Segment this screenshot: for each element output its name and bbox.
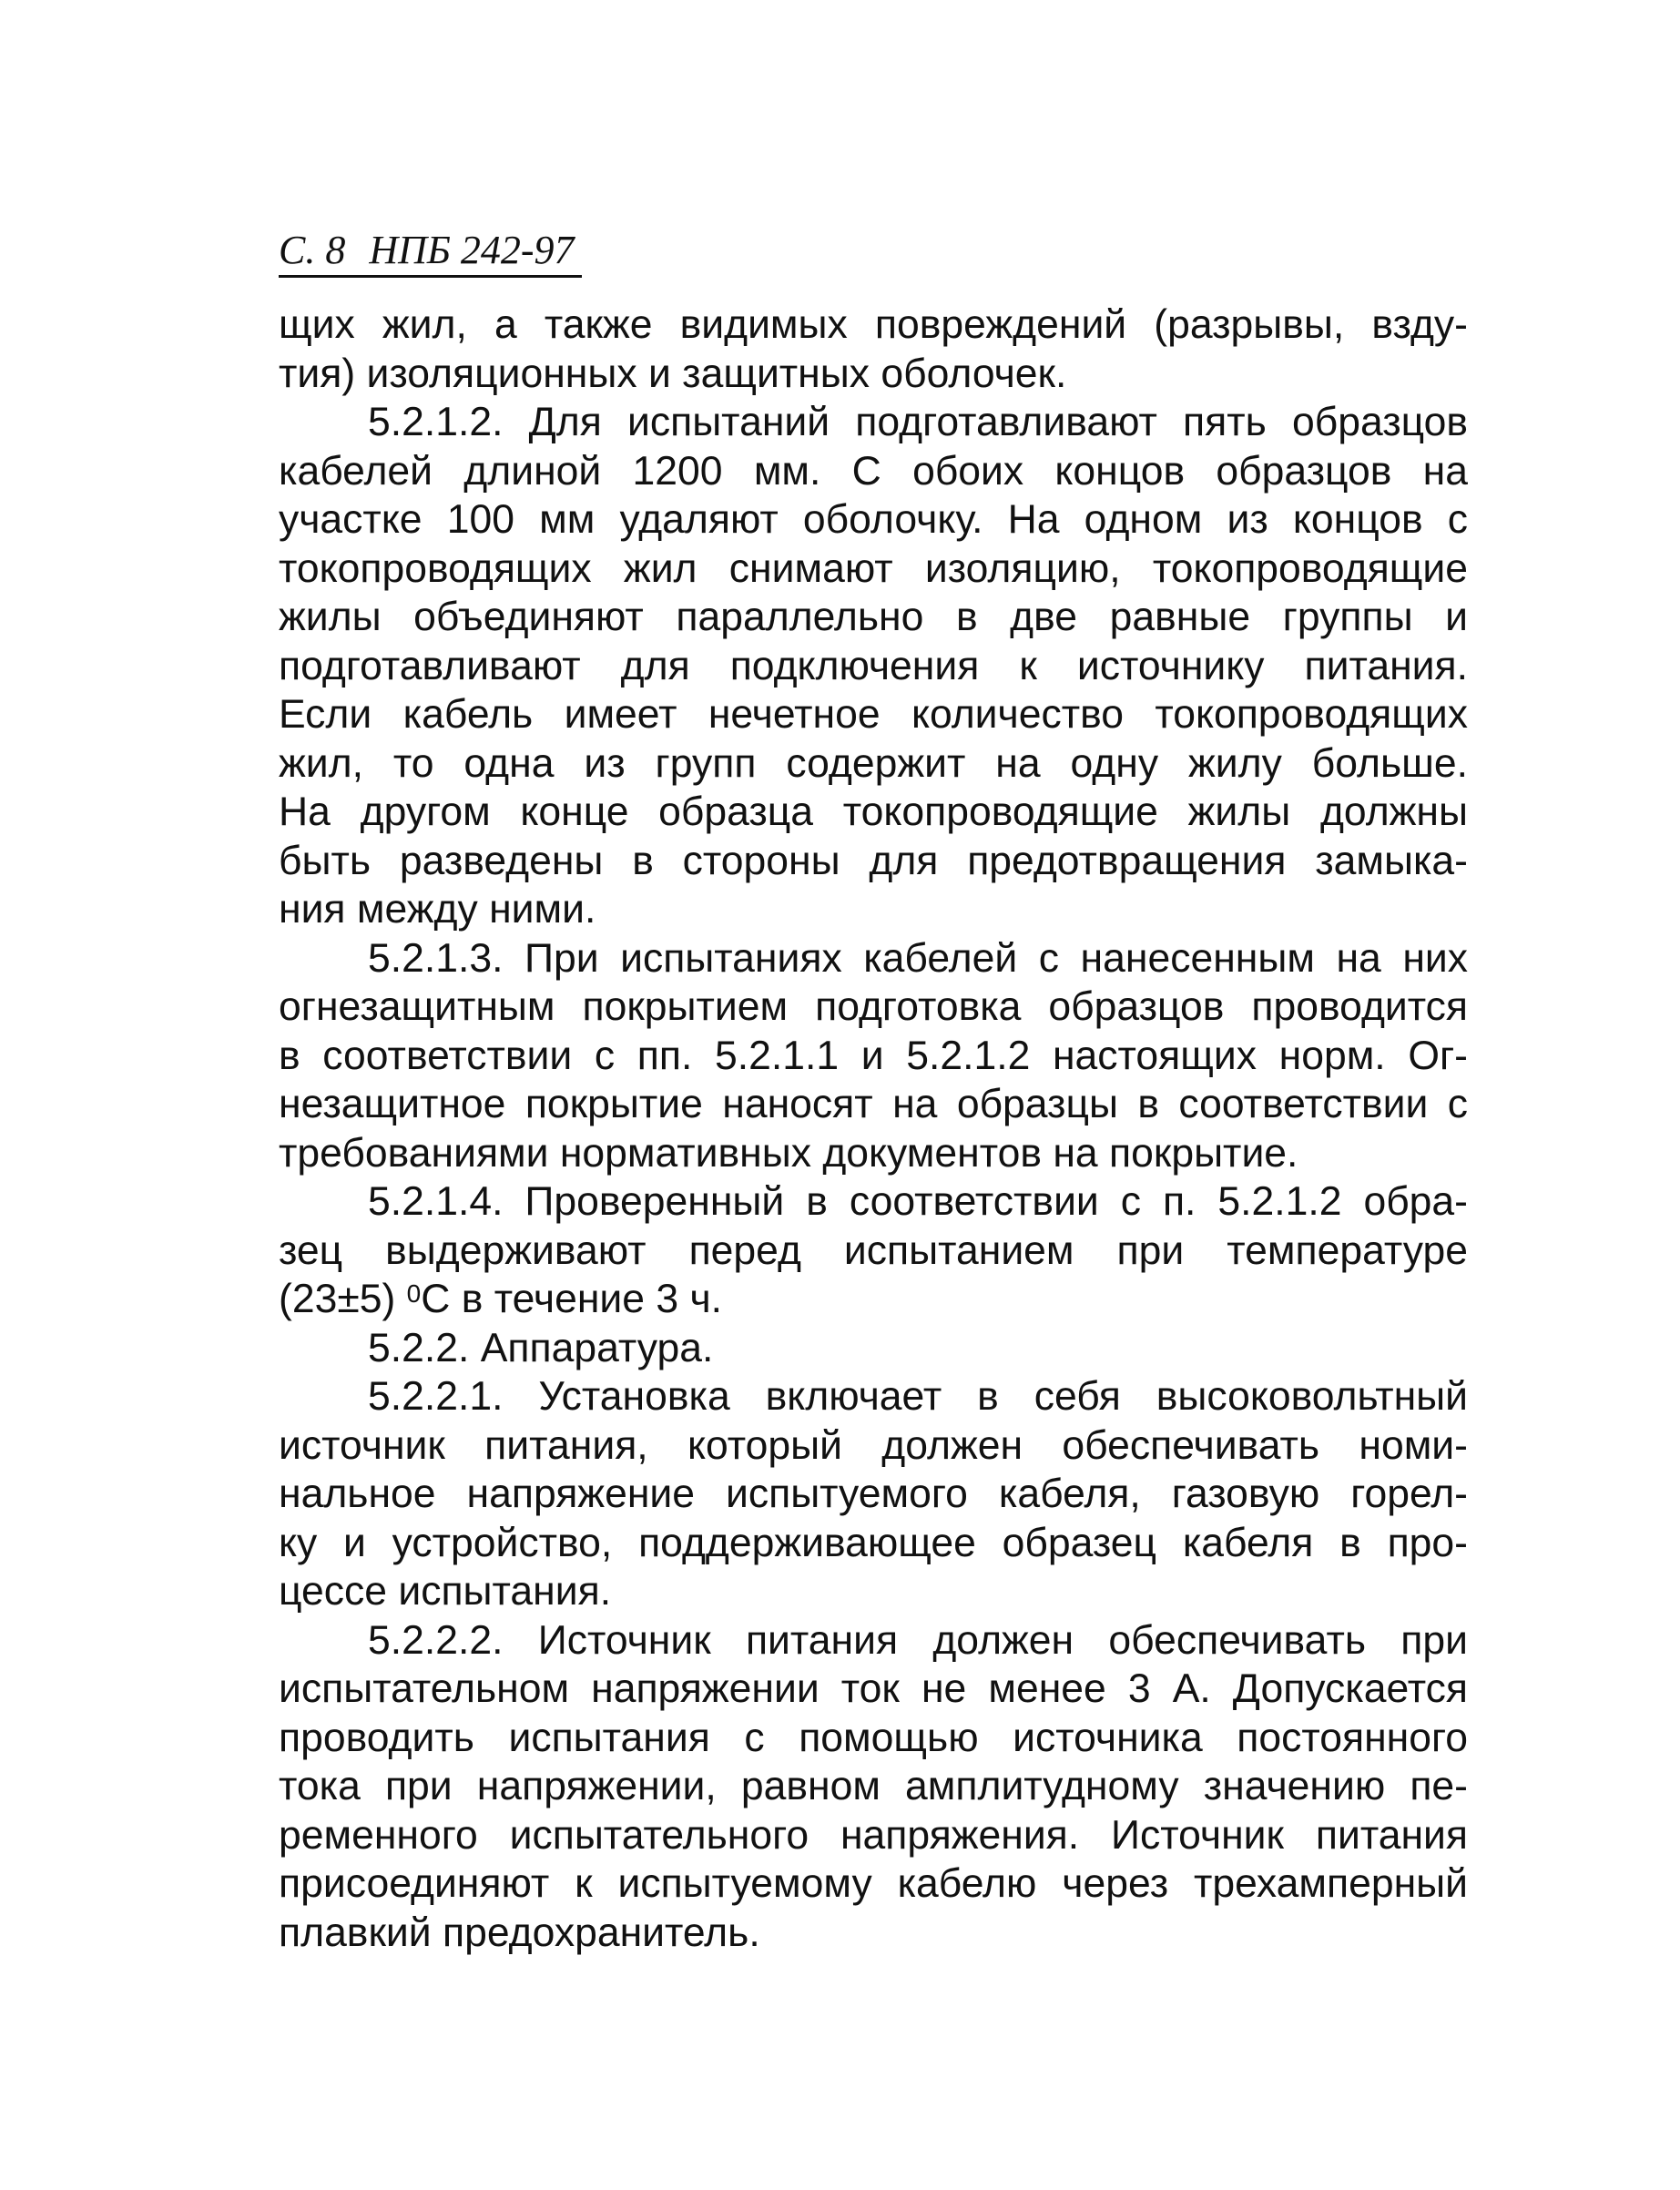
paragraph-5-2-1-3: 5.2.1.3. При испытаниях кабелей с нанесенным на них	[368, 935, 1468, 981]
text-line: огнезащитным покрытием подготовка образцов проводится	[279, 984, 1468, 1029]
temperature-value: (23±5)	[279, 1277, 407, 1321]
paragraph-5-2-1-2: 5.2.1.2. Для испытаний подготавливают пять образцов	[368, 400, 1468, 444]
paragraph-5-2-2-2: 5.2.2.2. Источник питания должен обеспечивать при	[368, 1617, 1468, 1663]
text-line: токопроводящих жил снимают изоляцию, токопроводящие	[279, 545, 1468, 591]
text-line: проводить испытания с помощью источника постоянного	[279, 1715, 1468, 1760]
document-code: НПБ 242-97	[369, 228, 575, 272]
text-line: жилы объединяют параллельно в две равные группы и	[279, 595, 1468, 639]
text-line: тока при напряжении, равном амплитудному значению пе-	[279, 1764, 1468, 1808]
text-line: ния между ними.	[279, 887, 596, 932]
text-line: Если кабель имеет нечетное количество токопроводящих	[279, 692, 1468, 737]
text-line: участке 100 мм удаляют оболочку. На одном из концов с	[279, 497, 1468, 542]
text-line: в соответствии с пп. 5.2.1.1 и 5.2.1.2 настоящих норм. Ог-	[279, 1033, 1468, 1078]
text-line: требованиями нормативных документов на покрытие.	[279, 1130, 1298, 1176]
text-line: ку и устройство, поддерживающее образец кабеля в про-	[279, 1520, 1468, 1565]
paragraph-5-2-1-4: 5.2.1.4. Проверенный в соответствии с п. 5.2.1.2 обра-	[368, 1179, 1468, 1224]
page-number: С. 8	[279, 228, 346, 272]
section-5-2-2-heading: 5.2.2. Аппаратура.	[368, 1325, 714, 1370]
temperature-line	[279, 1275, 1468, 1324]
text-line: нальное напряжение испытуемого кабеля, газовую горел-	[279, 1472, 1468, 1516]
text-line: испытательном напряжении ток не менее 3 А. Допускается	[279, 1666, 1468, 1711]
text-line: быть разведены в стороны для предотвращения замыка-	[279, 838, 1468, 883]
degree-superscript: 0	[406, 1279, 422, 1308]
paragraph-5-2-2-1: 5.2.2.1. Установка включает в себя высоковольтный	[368, 1374, 1468, 1419]
page-header	[279, 226, 582, 278]
text-line: тия) изоляционных и защитных оболочек.	[279, 351, 1067, 396]
text-line: зец выдерживают перед испытанием при температуре	[279, 1227, 1468, 1273]
text-line: щих жил, а также видимых повреждений (разрывы, взду-	[279, 302, 1468, 347]
text-line: незащитное покрытие наносят на образцы в соответствии с	[279, 1082, 1468, 1126]
temperature-rest: С в течение 3 ч.	[421, 1277, 723, 1321]
text-line: подготавливают для подключения к источнику питания.	[279, 643, 1468, 688]
text-line: На другом конце образца токопроводящие жилы должны	[279, 789, 1468, 834]
text-line: жил, то одна из групп содержит на одну жилу больше.	[279, 740, 1468, 786]
document-body	[279, 300, 1468, 1957]
text-line: кабелей длиной 1200 мм. С обоих концов образцов на	[279, 448, 1468, 494]
text-line: цессе испытания.	[279, 1569, 612, 1614]
text-line: присоединяют к испытуемому кабелю через трехамперный	[279, 1861, 1468, 1906]
text-line: ременного испытательного напряжения. Источник питания	[279, 1812, 1468, 1858]
text-line: плавкий предохранитель.	[279, 1910, 760, 1955]
text-line: источник питания, который должен обеспечивать номи-	[279, 1422, 1468, 1468]
